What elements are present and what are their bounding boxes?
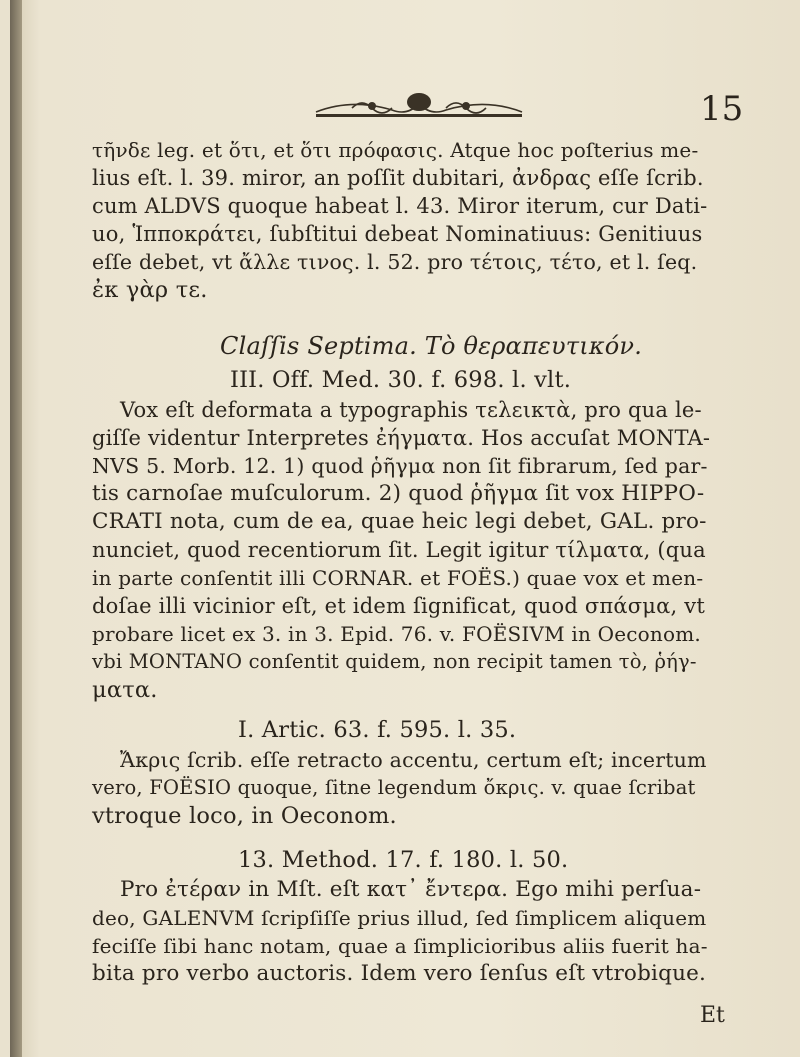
catchword: Et xyxy=(700,1003,725,1028)
headpiece-ornament xyxy=(312,86,526,120)
text-line: bita pro verbo auctoris. Idem vero ſenſus eſt vtrobique. xyxy=(92,961,707,986)
text-line: ματα. xyxy=(92,677,158,703)
text-line: tis carnoſae muſculorum. 2) quod ῥῆγμα ſit vox HIPPO- xyxy=(92,481,705,506)
text-line: Vox eſt deformata a typographis τελεικτὰ, pro qua le- xyxy=(120,398,702,422)
text-line: cum ALDVS quoque habeat l. 43. Miror iterum, cur Dati- xyxy=(92,194,708,218)
text-line: τῆνδε leg. et ὅτι, et ὅτι πρόφασις. Atque hoc poſterius me- xyxy=(92,138,699,162)
text-line: vbi MONTANO conſentit quidem, non recipit tamen τὸ, ῥήγ- xyxy=(92,650,697,673)
book-spine-edge xyxy=(10,0,22,1057)
text-line: eſſe debet, vt ἄλλε τινος. l. 52. pro τέτοις, τέτο, et l. ſeq. xyxy=(92,250,698,274)
text-line: Ἄκρις ſcrib. eſſe retracto accentu, certum eſt; incertum xyxy=(120,748,707,772)
text-line: vtroque loco, in Oeconom. xyxy=(92,803,397,829)
text-line: lius eſt. l. 39. miror, an poſſit dubitari, ἀνδρας eſſe ſcrib. xyxy=(92,166,704,190)
reference-heading: I. Artic. 63. f. 595. l. 35. xyxy=(238,717,517,743)
text-line: feciſſe ſibi hanc notam, quae a ſimplicioribus aliis fuerit ha- xyxy=(92,934,708,958)
book-page xyxy=(10,0,800,1057)
reference-heading: III. Off. Med. 30. f. 698. l. vlt. xyxy=(230,367,572,393)
text-line: deo, GALENVM ſcripſiſſe prius illud, ſed ſimplicem aliquem xyxy=(92,906,707,930)
text-line: in parte conſentit illi CORNAR. et FOËS.) quae vox et men- xyxy=(92,566,704,590)
text-line: probare licet ex 3. in 3. Epid. 76. v. FOËSIVM in Oeconom. xyxy=(92,622,701,646)
text-line: ἐκ γὰρ τε. xyxy=(92,277,208,303)
text-line: doſae illi vicinior eſt, et idem ſignificat, quod σπάσμα, vt xyxy=(92,594,705,618)
text-line: vero, FOËSIO quoque, ſitne legendum ὄκρις. v. quae ſcribat xyxy=(92,776,696,799)
text-line: CRATI nota, cum de ea, quae heic legi debet, GAL. pro- xyxy=(92,509,707,534)
section-heading: Claſſis Septima. Τὸ θεραπευτικόν. xyxy=(220,332,643,360)
text-line: giſſe videntur Interpretes ἐήγματα. Hos accuſat MONTA- xyxy=(92,426,711,450)
text-line: NVS 5. Morb. 12. 1) quod ῥῆγμα non ſit fibrarum, ſed par- xyxy=(92,454,708,478)
text-line: uo, Ἱπποκράτει, ſubſtitui debeat Nominatiuus: Genitiuus xyxy=(92,222,703,246)
text-line: Pro ἐτέραν in Mſt. eſt κατ᾽ ἔντερα. Ego mihi perſua- xyxy=(120,877,702,902)
text-line: nunciet, quod recentiorum ſit. Legit igitur τίλματα, (qua xyxy=(92,538,706,562)
reference-heading: 13. Method. 17. f. 180. l. 50. xyxy=(238,847,569,873)
page-number: 15 xyxy=(700,89,744,129)
